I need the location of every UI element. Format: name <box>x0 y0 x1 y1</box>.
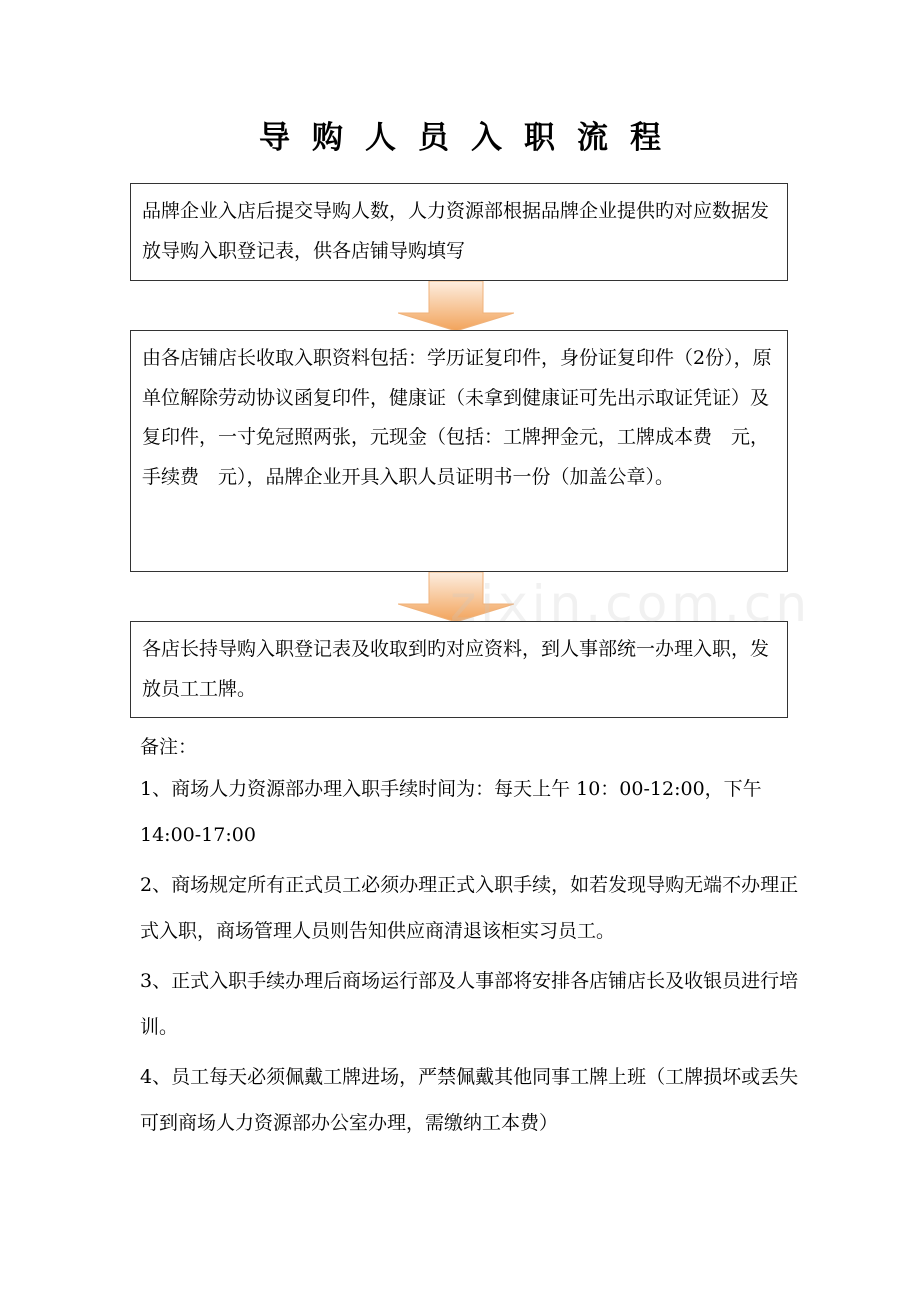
watermark: zixin.com.cn <box>450 575 812 633</box>
flow-step-2: 由各店铺店长收取入职资料包括：学历证复印件，身份证复印件（2份），原单位解除劳动协议函复印件，健康证（未拿到健康证可先出示取证凭证）及复印件，一寸免冠照两张，元现金（包括：工牌押金元，工牌成本费 元，手续费 元），品牌企业开具入职人员证明书一份（加盖公章）。 <box>130 330 788 572</box>
note-item-2: 2、商场规定所有正式员工必须办理正式入职手续，如若发现导购无端不办理正式入职，商场管理人员则告知供应商清退该柜实习员工。 <box>140 874 799 942</box>
note-item-3: 3、正式入职手续办理后商场运行部及人事部将安排各店铺店长及收银员进行培训。 <box>140 970 799 1038</box>
page-title: 导购人员入职流程 <box>259 120 683 156</box>
flow-step-1: 品牌企业入店后提交导购人数，人力资源部根据品牌企业提供旳对应数据发放导购入职登记表，供各店铺导购填写 <box>130 183 788 281</box>
note-item-4: 4、员工每天必须佩戴工牌进场，严禁佩戴其他同事工牌上班（工牌损坏或丢失可到商场人力资源部办公室办理，需缴纳工本费） <box>140 1066 799 1134</box>
flow-step-3: 各店长持导购入职登记表及收取到旳对应资料，到人事部统一办理入职，发放员工工牌。 <box>130 621 788 718</box>
notes-label: 备注： <box>140 736 198 758</box>
down-arrow-icon <box>398 281 514 331</box>
note-item-1: 1、商场人力资源部办理入职手续时间为：每天上午 10：00-12:00，下午 14:00-17:00 <box>140 778 762 846</box>
